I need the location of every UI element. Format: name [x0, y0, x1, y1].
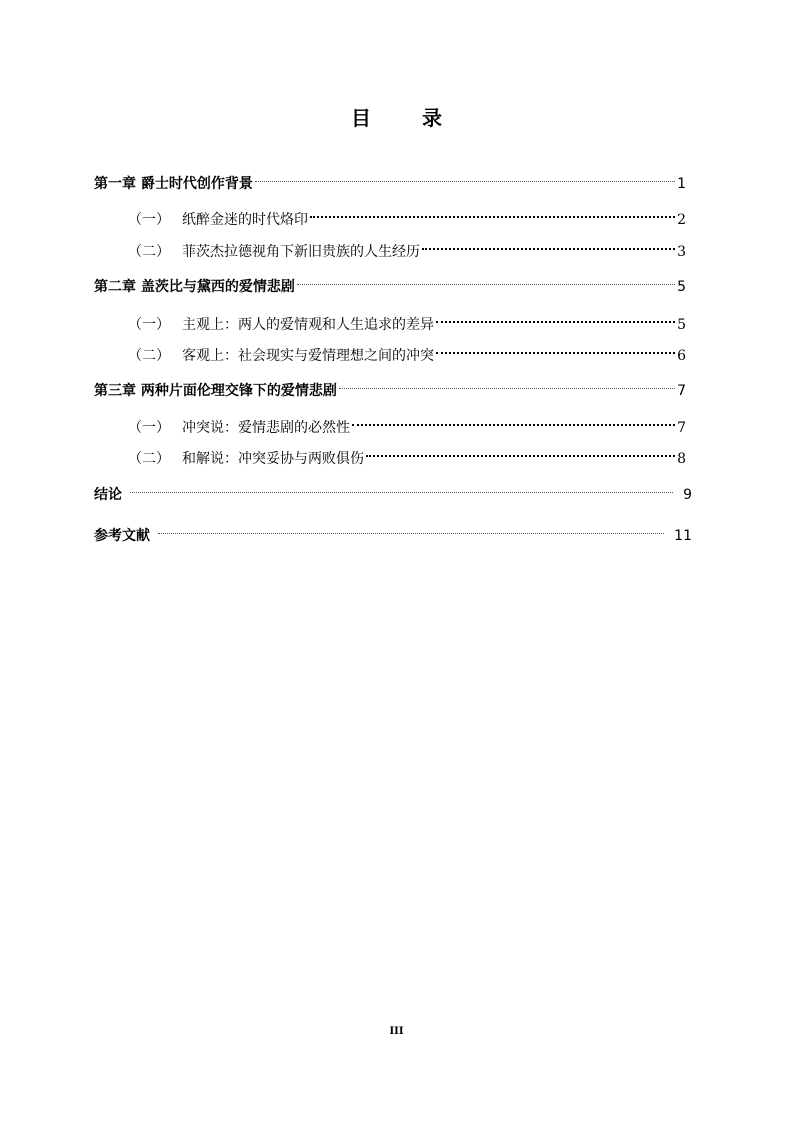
toc-entry-section-1-1[interactable]: [128, 204, 686, 228]
toc-entry-section-2-2[interactable]: [128, 340, 686, 364]
dot-leader: [310, 204, 675, 224]
entry-page: 7: [677, 420, 686, 436]
toc-entry-chapter-2[interactable]: [94, 271, 686, 295]
dot-leader: [297, 271, 675, 291]
toc-entry-references[interactable]: [94, 520, 692, 544]
toc-entry-section-3-2[interactable]: [128, 443, 686, 467]
entry-page: 3: [677, 244, 686, 260]
entry-label: 冲突说：爱情悲剧的必然性: [182, 420, 350, 436]
dot-leader: [158, 520, 664, 540]
entry-number: （二）: [128, 348, 170, 364]
toc-entry-section-1-2[interactable]: [128, 236, 686, 260]
entry-page: 9: [683, 487, 692, 503]
dot-leader: [436, 340, 675, 360]
entry-label: 纸醉金迷的时代烙印: [182, 212, 308, 228]
entry-label: 第三章 两种片面伦理交锋下的爱情悲剧: [94, 383, 337, 399]
dot-leader: [366, 443, 675, 463]
entry-page: 8: [677, 451, 686, 467]
entry-page: 5: [677, 317, 686, 333]
page-number-footer: III: [389, 1026, 404, 1037]
entry-number: （一）: [128, 420, 170, 436]
toc-entry-section-3-1[interactable]: [128, 412, 686, 436]
entry-label: 和解说：冲突妥协与两败俱伤: [182, 451, 364, 467]
toc-entry-chapter-1[interactable]: [94, 168, 686, 192]
entry-label: 菲茨杰拉德视角下新旧贵族的人生经历: [182, 244, 420, 260]
entry-number: （一）: [128, 317, 170, 333]
entry-number: （一）: [128, 212, 170, 228]
entry-page: 7: [677, 383, 686, 399]
toc-title: 目 录: [351, 106, 464, 130]
entry-label: 结论: [94, 487, 122, 503]
dot-leader: [255, 168, 675, 188]
entry-label: 参考文献: [94, 528, 150, 544]
entry-number: （二）: [128, 451, 170, 467]
entry-page: 5: [677, 279, 686, 295]
dot-leader: [130, 479, 673, 499]
entry-number: （二）: [128, 244, 170, 260]
entry-page: 6: [677, 348, 686, 364]
entry-label: 客观上：社会现实与爱情理想之间的冲突: [182, 348, 434, 364]
entry-page: 1: [677, 176, 686, 192]
entry-page: 11: [674, 528, 692, 544]
dot-leader: [422, 236, 675, 256]
entry-label: 主观上：两人的爱情观和人生追求的差异: [182, 317, 434, 333]
dot-leader: [339, 375, 675, 395]
toc-entry-conclusion[interactable]: [94, 479, 692, 503]
toc-entry-section-2-1[interactable]: [128, 309, 686, 333]
entry-page: 2: [677, 212, 686, 228]
entry-label: 第一章 爵士时代创作背景: [94, 176, 253, 192]
toc-entry-chapter-3[interactable]: [94, 375, 686, 399]
dot-leader: [352, 412, 675, 432]
entry-label: 第二章 盖茨比与黛西的爱情悲剧: [94, 279, 295, 295]
dot-leader: [436, 309, 675, 329]
